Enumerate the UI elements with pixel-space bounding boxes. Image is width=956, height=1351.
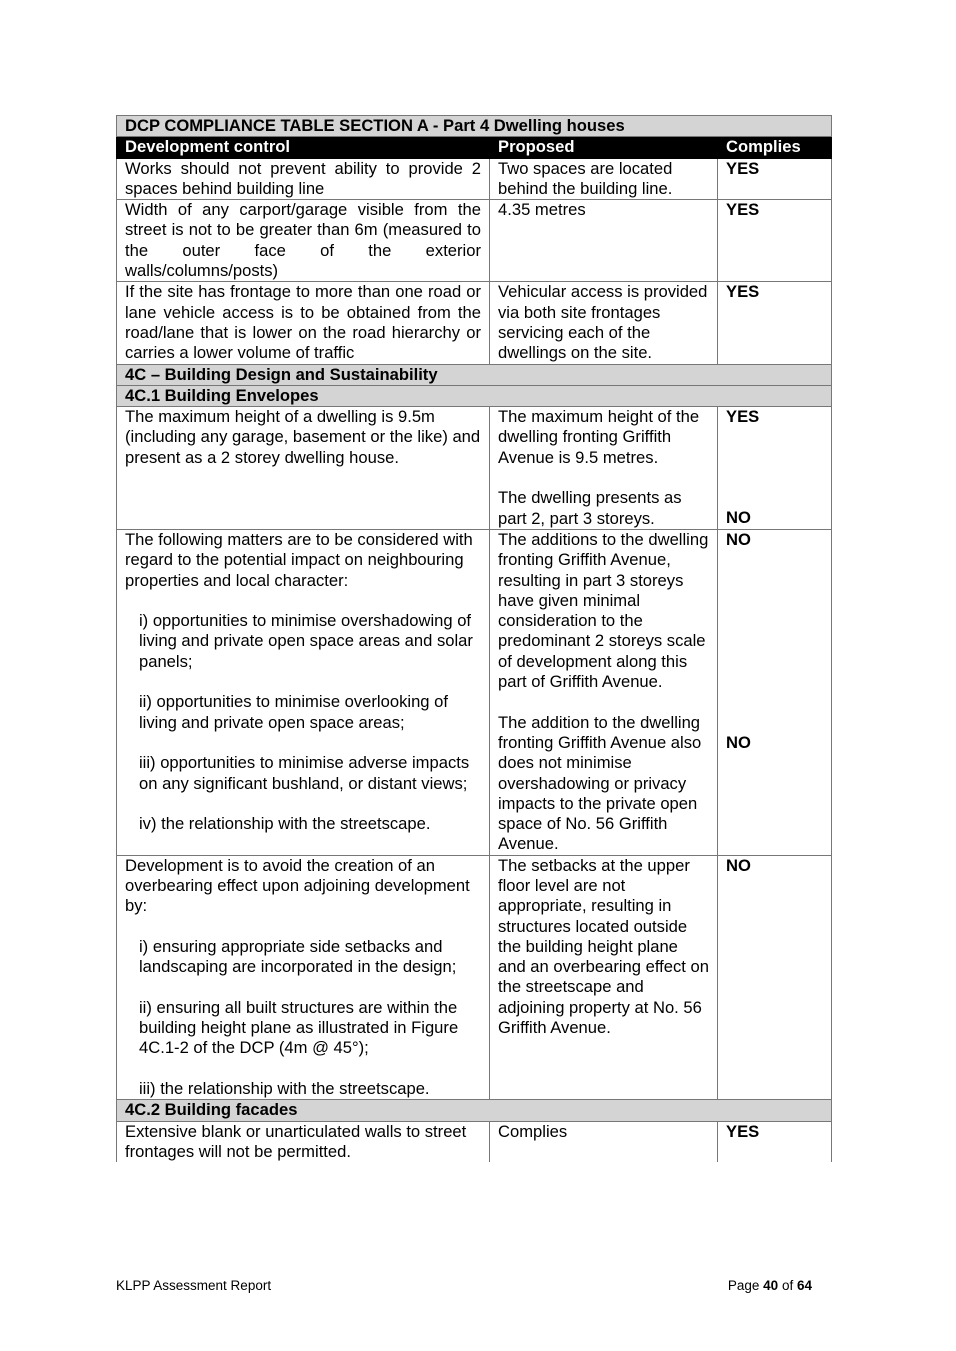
control-text: The following matters are to be considered with regard to the potential impact on neighbouring properties and local character: [125, 529, 473, 590]
header-development-control: Development control [117, 137, 490, 158]
table-row [117, 200, 832, 282]
list-item: iii) the relationship with the streetscape. [139, 1078, 430, 1098]
section-row [117, 364, 832, 385]
control-cell: If the site has frontage to more than one road or lane vehicle access is to be obtained from the road/lane that is lower on the road hierarchy or carries a lower volume of traffic [117, 282, 490, 364]
table-row [117, 282, 832, 364]
table-title: DCP COMPLIANCE TABLE SECTION A - Part 4 Dwelling houses [117, 116, 832, 137]
list-item: i) opportunities to minimise overshadowing of living and private open space areas and solar panels; [139, 611, 473, 671]
page-total: 64 [796, 1278, 812, 1293]
complies-value: NO [726, 529, 751, 549]
proposed-cell: 4.35 metres [490, 200, 718, 282]
footer-report-name: KLPP Assessment Report [116, 1278, 272, 1293]
proposed-cell: Complies [490, 1121, 718, 1162]
list-item: iv) the relationship with the streetscape. [139, 814, 431, 834]
proposed-text: The dwelling presents as part 2, part 3 storeys. [498, 488, 682, 528]
control-cell: Extensive blank or unarticulated walls to street frontages will not be permitted. [117, 1121, 490, 1162]
control-cell [117, 407, 490, 530]
table-row [117, 529, 832, 855]
list-item: ii) ensuring all built structures are within the building height plane as illustrated in Figure 4C.1-2 of the DCP (4m @ 45°); [139, 997, 459, 1058]
header-proposed: Proposed [490, 137, 718, 158]
proposed-cell: The setbacks at the upper floor level are not appropriate, resulting in structures located outside the building height plane and an overbearing effect on the streetscape and adjoining property at No. 56 Griffith Avenue. [490, 855, 718, 1100]
section-row [117, 385, 832, 406]
complies-value: YES [726, 407, 760, 427]
proposed-cell: Vehicular access is provided via both site frontages servicing each of the dwellings on the site. [490, 282, 718, 364]
table-row [117, 407, 832, 530]
header-complies: Complies [718, 137, 832, 158]
complies-cell: YES [718, 1121, 832, 1162]
page-of: of [781, 1278, 794, 1293]
control-cell [117, 529, 490, 855]
complies-cell: NO [718, 855, 832, 1100]
section-heading-4c2: 4C.2 Building facades [117, 1100, 832, 1121]
complies-value: NO [726, 733, 751, 753]
table-row [117, 855, 832, 1100]
complies-cell: YES [718, 158, 832, 200]
proposed-text: The additions to the dwelling fronting Griffith Avenue, resulting in part 3 storeys have given minimal consideration to the predominant 2 storeys scale of development along this part of Griffith Avenue. [498, 529, 709, 692]
list-item: iii) opportunities to minimise adverse impacts on any significant bushland, or distant views; [139, 753, 470, 793]
control-cell: Width of any carport/garage visible from the street is not to be greater than 6m (measured to the outer face of the exterior walls/columns/posts) [117, 200, 490, 282]
page-current: 40 [763, 1278, 779, 1293]
table-row [117, 1121, 832, 1162]
proposed-cell [490, 529, 718, 855]
proposed-text: The maximum height of the dwelling fronting Griffith Avenue is 9.5 metres. [498, 407, 700, 467]
footer-page-number [728, 1278, 812, 1294]
table-title-row [117, 116, 832, 137]
section-heading-4c: 4C – Building Design and Sustainability [117, 364, 832, 385]
control-cell [117, 855, 490, 1100]
table-row [117, 158, 832, 200]
list-item: ii) opportunities to minimise overlooking of living and private open space areas; [139, 692, 448, 732]
complies-cell [718, 407, 832, 530]
complies-cell [718, 529, 832, 855]
complies-cell: YES [718, 282, 832, 364]
section-row [117, 1100, 832, 1121]
dcp-compliance-table [116, 115, 832, 1162]
complies-value: NO [726, 508, 751, 528]
control-cell: Works should not prevent ability to provide 2 spaces behind building line [117, 158, 490, 200]
proposed-cell [490, 407, 718, 530]
section-heading-4c1: 4C.1 Building Envelopes [117, 385, 832, 406]
control-text: The maximum height of a dwelling is 9.5m (including any garage, basement or the like) and present as a 2 storey dwelling house. [125, 407, 481, 467]
list-item: i) ensuring appropriate side setbacks and landscaping are incorporated in the design; [139, 936, 457, 977]
table-header-row [117, 137, 832, 158]
complies-cell: YES [718, 200, 832, 282]
page-prefix: Page [727, 1278, 760, 1293]
proposed-text: The addition to the dwelling fronting Griffith Avenue also does not minimise overshadowing or privacy impacts to the private open space of No. 56 Griffith Avenue. [498, 712, 702, 854]
control-text: Development is to avoid the creation of an overbearing effect upon adjoining development by: [125, 855, 470, 916]
proposed-cell: Two spaces are located behind the building line. [490, 158, 718, 200]
